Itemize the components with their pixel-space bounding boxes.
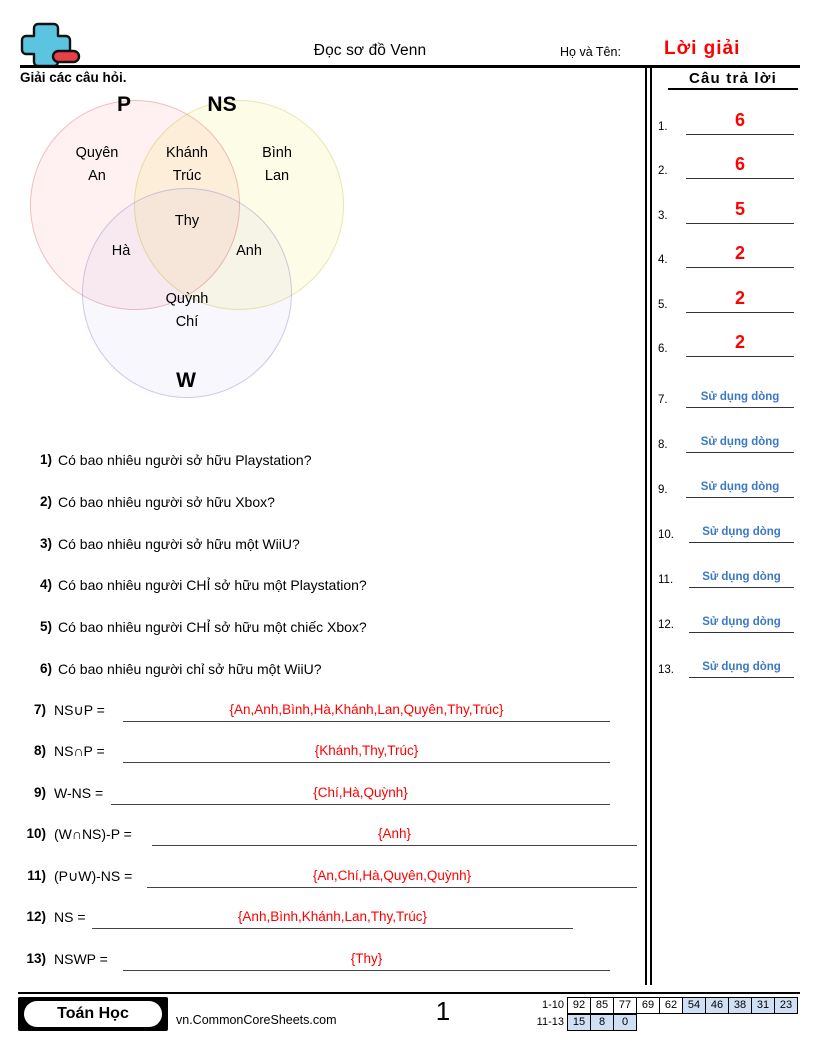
brand-logo bbox=[18, 997, 168, 1031]
answer-row bbox=[658, 382, 798, 412]
score-cell: 23 bbox=[774, 997, 798, 1014]
site-url: vn.CommonCoreSheets.com bbox=[176, 1013, 337, 1027]
question-item bbox=[24, 661, 624, 683]
answer-blank-line[interactable] bbox=[92, 928, 573, 929]
answer-blank-line[interactable] bbox=[147, 887, 637, 888]
answer-row-value: Sử dụng dòng bbox=[700, 436, 780, 448]
question-number: 9) bbox=[33, 785, 46, 800]
answer-value: {Anh} bbox=[377, 826, 412, 841]
question-number: 13) bbox=[26, 951, 46, 966]
answer-row-value: 2 bbox=[734, 332, 745, 352]
question-item bbox=[24, 577, 624, 599]
answer-row-value: 5 bbox=[734, 199, 745, 219]
brand-label: Toán Học bbox=[57, 1005, 129, 1022]
question-expression: NS∩P = bbox=[54, 743, 105, 759]
venn-region-p-and-w: Hà bbox=[111, 243, 131, 259]
score-cell: 31 bbox=[751, 997, 775, 1014]
venn-region-p-and-ns bbox=[142, 142, 232, 188]
answer-row-value: Sử dụng dòng bbox=[702, 571, 781, 583]
question-number: 5) bbox=[39, 619, 52, 634]
venn-diagram bbox=[28, 92, 348, 402]
answer-row-number: 6. bbox=[658, 343, 668, 355]
page-number: 1 bbox=[435, 996, 451, 1026]
score-cell: 15 bbox=[567, 1014, 591, 1031]
score-table-row bbox=[530, 1014, 798, 1031]
answer-row-number: 8. bbox=[658, 439, 668, 451]
venn-item: Bình bbox=[262, 145, 292, 161]
question-expression: W-NS = bbox=[54, 785, 104, 801]
question-number: 3) bbox=[39, 536, 52, 551]
question-item bbox=[24, 536, 624, 558]
answer-row-line[interactable] bbox=[689, 542, 794, 543]
instruction-text: Giải các câu hỏi. bbox=[20, 70, 127, 85]
question-expression: NSWP = bbox=[54, 951, 108, 967]
answer-row-line[interactable] bbox=[689, 587, 794, 588]
score-cell: 0 bbox=[613, 1014, 637, 1031]
answer-row-line[interactable] bbox=[686, 312, 794, 313]
score-table bbox=[530, 997, 798, 1031]
score-cell: 77 bbox=[613, 997, 637, 1014]
answer-row-number: 11. bbox=[658, 574, 674, 586]
answer-row-number: 9. bbox=[658, 484, 668, 496]
score-cell: 92 bbox=[567, 997, 591, 1014]
question-expression: (P∪W)-NS = bbox=[54, 868, 133, 884]
question-number: 6) bbox=[39, 661, 52, 676]
question-item bbox=[16, 949, 626, 979]
answer-column-title: Câu trả lời bbox=[668, 70, 798, 90]
answer-row bbox=[658, 153, 798, 183]
score-row-label: 11-13 bbox=[536, 1016, 564, 1028]
venn-item: Lan bbox=[264, 168, 290, 184]
score-cell: 85 bbox=[590, 997, 614, 1014]
answer-blank-line[interactable] bbox=[123, 721, 610, 722]
answer-value: {Khánh,Thy,Trúc} bbox=[314, 743, 419, 758]
answer-row-value: 2 bbox=[734, 243, 745, 263]
answer-row-line[interactable] bbox=[689, 632, 794, 633]
answer-row-line[interactable] bbox=[686, 497, 794, 498]
venn-region-all-three: Thy bbox=[174, 213, 200, 229]
question-item bbox=[24, 452, 624, 474]
answer-row-number: 13. bbox=[658, 664, 674, 676]
page-title: Đọc sơ đồ Venn bbox=[313, 42, 427, 59]
answer-value: {Thy} bbox=[350, 951, 383, 966]
answer-row bbox=[658, 198, 798, 228]
venn-label-p: P bbox=[116, 93, 131, 116]
answer-row bbox=[658, 109, 798, 139]
question-text: Có bao nhiêu người sở hữu một WiiU? bbox=[58, 536, 300, 552]
answer-column-divider-right bbox=[650, 68, 652, 985]
venn-item: Quỳnh bbox=[165, 291, 209, 307]
question-item bbox=[16, 824, 646, 854]
answer-row-line[interactable] bbox=[689, 677, 794, 678]
score-cell: 54 bbox=[682, 997, 706, 1014]
answer-blank-line[interactable] bbox=[123, 970, 610, 971]
answer-row bbox=[658, 287, 798, 317]
question-expression: NS∪P = bbox=[54, 702, 105, 718]
question-number: 8) bbox=[33, 743, 46, 758]
answer-value: {An,Chí,Hà,Quyên,Quỳnh} bbox=[312, 868, 472, 883]
score-table-row bbox=[530, 997, 798, 1014]
venn-region-ns-and-w: Anh bbox=[236, 243, 262, 259]
answer-row-line[interactable] bbox=[686, 407, 794, 408]
answer-row-value: Sử dụng dòng bbox=[702, 616, 781, 628]
question-text: Có bao nhiêu người chỉ sở hữu một WiiU? bbox=[58, 661, 322, 677]
answer-row-number: 12. bbox=[658, 619, 674, 631]
question-item bbox=[16, 700, 626, 730]
name-field-value: Lời giải bbox=[664, 38, 741, 59]
score-cell: 69 bbox=[636, 997, 660, 1014]
answer-row-value: Sử dụng dòng bbox=[702, 661, 781, 673]
venn-label-ns: NS bbox=[207, 93, 237, 116]
answer-row-line[interactable] bbox=[686, 452, 794, 453]
venn-item: An bbox=[88, 168, 106, 184]
page-header bbox=[0, 0, 816, 66]
answer-row bbox=[658, 427, 798, 457]
question-number: 11) bbox=[27, 868, 46, 883]
answer-value: {An,Anh,Bình,Hà,Khánh,Lan,Quyên,Thy,Trúc} bbox=[229, 702, 504, 717]
answer-row-value: Sử dụng dòng bbox=[700, 481, 780, 493]
score-cell: 62 bbox=[659, 997, 683, 1014]
question-expression: (W∩NS)-P = bbox=[54, 826, 132, 842]
question-text: Có bao nhiêu người CHỈ sở hữu một Playstation? bbox=[58, 577, 367, 593]
question-text: Có bao nhiêu người CHỈ sở hữu một chiếc Xbox? bbox=[58, 619, 367, 635]
venn-item: Chí bbox=[175, 314, 199, 330]
question-item bbox=[24, 619, 624, 641]
answer-row-line[interactable] bbox=[686, 178, 794, 179]
question-item bbox=[24, 494, 624, 516]
answer-row bbox=[658, 472, 798, 502]
answer-row-number: 1. bbox=[658, 121, 668, 133]
question-number: 2) bbox=[39, 494, 52, 509]
brand-pill-shape bbox=[24, 1001, 162, 1027]
venn-item: Trúc bbox=[172, 168, 202, 184]
venn-item: Khánh bbox=[166, 145, 208, 161]
answer-row-number: 10. bbox=[658, 529, 674, 541]
answer-row bbox=[658, 607, 798, 637]
score-cell: 8 bbox=[590, 1014, 614, 1031]
answer-row bbox=[658, 331, 798, 361]
venn-region-ns-only bbox=[232, 142, 322, 188]
question-item bbox=[16, 783, 626, 813]
venn-label-w: W bbox=[176, 369, 196, 392]
question-item bbox=[16, 907, 596, 937]
answer-row-number: 2. bbox=[658, 165, 668, 177]
answer-row bbox=[658, 652, 798, 682]
answer-row-number: 4. bbox=[658, 254, 668, 266]
answer-row-line[interactable] bbox=[686, 356, 794, 357]
answer-row-number: 7. bbox=[658, 394, 668, 406]
answer-row bbox=[658, 242, 798, 272]
answer-row-line[interactable] bbox=[686, 223, 794, 224]
answer-blank-line[interactable] bbox=[123, 762, 610, 763]
answer-value: {Chí,Hà,Quỳnh} bbox=[313, 785, 408, 800]
answer-row-value: 6 bbox=[734, 154, 745, 174]
answer-blank-line[interactable] bbox=[111, 804, 610, 805]
answer-row-number: 3. bbox=[658, 210, 668, 222]
score-cell: 38 bbox=[728, 997, 752, 1014]
answer-row-line[interactable] bbox=[686, 267, 794, 268]
name-field-label: Họ và Tên: bbox=[560, 45, 621, 59]
question-number: 4) bbox=[39, 577, 52, 592]
answer-row-line[interactable] bbox=[686, 134, 794, 135]
score-cell: 46 bbox=[705, 997, 729, 1014]
answer-row-value: Sử dụng dòng bbox=[702, 526, 781, 538]
answer-row-number: 5. bbox=[658, 299, 668, 311]
plus-minus-logo-icon bbox=[20, 22, 82, 66]
answer-row-value: 6 bbox=[734, 110, 745, 130]
answer-blank-line[interactable] bbox=[152, 845, 637, 846]
answer-row-value: 2 bbox=[734, 288, 745, 308]
answer-row bbox=[658, 517, 798, 547]
question-text: Có bao nhiêu người sở hữu Xbox? bbox=[58, 494, 275, 510]
score-row-label: 1-10 bbox=[541, 999, 564, 1011]
question-number: 12) bbox=[26, 909, 46, 924]
venn-region-p-only bbox=[52, 142, 142, 188]
footer-divider bbox=[18, 992, 800, 994]
question-item bbox=[16, 741, 626, 771]
question-number: 1) bbox=[39, 452, 52, 467]
answer-row bbox=[658, 562, 798, 592]
header-divider bbox=[20, 65, 800, 68]
venn-item: Quyên bbox=[75, 145, 119, 161]
answer-row-value: Sử dụng dòng bbox=[700, 391, 780, 403]
answer-value: {Anh,Bình,Khánh,Lan,Thy,Trúc} bbox=[237, 909, 428, 924]
venn-region-w-only bbox=[142, 288, 232, 334]
question-text: Có bao nhiêu người sở hữu Playstation? bbox=[58, 452, 312, 468]
question-number: 7) bbox=[33, 702, 46, 717]
question-item bbox=[16, 866, 646, 896]
question-number: 10) bbox=[26, 826, 46, 841]
question-expression: NS = bbox=[54, 909, 86, 925]
